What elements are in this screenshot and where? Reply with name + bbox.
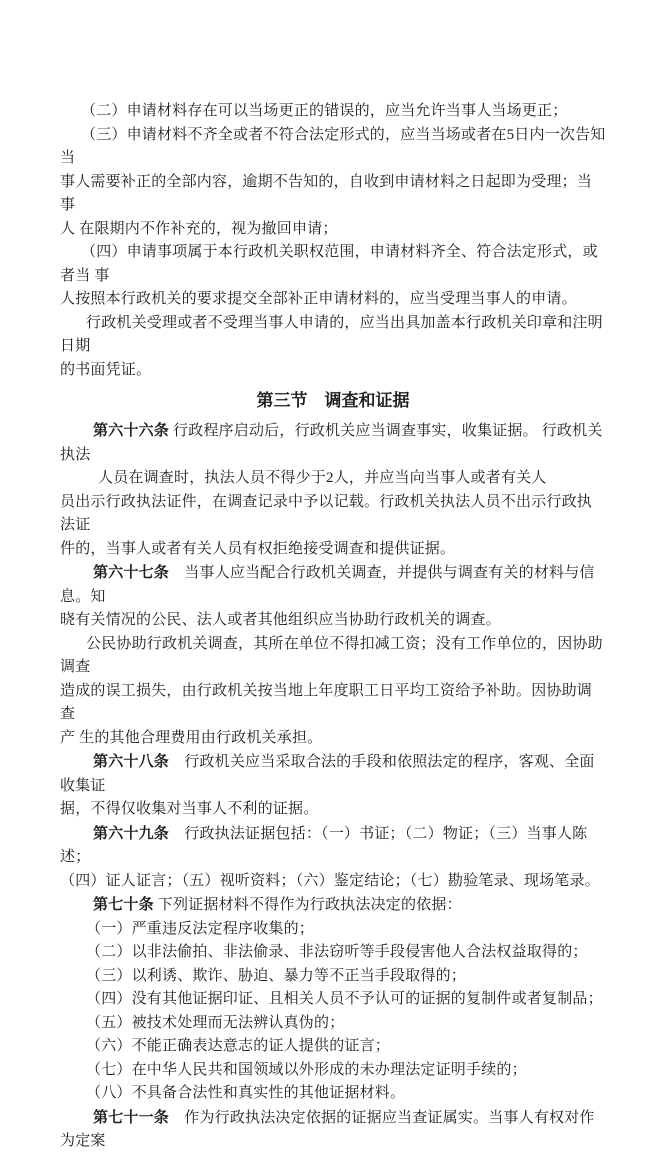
document-line bbox=[60, 609, 606, 633]
document-line bbox=[60, 870, 606, 894]
article-number: 第六十七条 bbox=[93, 563, 170, 581]
document-line bbox=[60, 822, 606, 870]
article-number: 第六十八条 bbox=[93, 752, 170, 770]
document-line bbox=[60, 124, 606, 171]
document-content bbox=[60, 100, 606, 1154]
text-segment: 员出示行政执法证件，在调查记录中予以记载。行政机关执法人员不出示行政执法证 bbox=[60, 493, 593, 533]
text-segment: 行政程序启动后，行政机关应当调查事实，收集证据。 行政机关执法 bbox=[60, 423, 603, 463]
document-line bbox=[60, 419, 606, 467]
document-line bbox=[60, 798, 606, 822]
document-line bbox=[60, 680, 606, 727]
document-line bbox=[60, 491, 606, 538]
text-segment: 人员在调查时，执法人员不得少于2人，并应当向当事人或者有关人 bbox=[98, 470, 547, 486]
section-heading bbox=[60, 388, 606, 414]
text-segment: 行政执法证据包括：（一）书证；（二）物证；（三）当事人陈述； bbox=[60, 825, 588, 865]
document-line bbox=[60, 893, 606, 918]
text-segment: 产 生的其他合理费用由行政机关承担。 bbox=[60, 729, 323, 746]
text-segment: （三）申请材料不齐全或者不符合法定形式的，应当当场或者在5日内一次告知当 bbox=[60, 126, 606, 166]
document-line bbox=[60, 941, 606, 965]
text-segment: （二）申请材料存在可以当场更正的错误的，应当允许当事人当场更正； bbox=[81, 103, 568, 119]
text-segment: （四）证人证言；（五）视听资料；（六）鉴定结论；（七）勘验笔录、现场笔录。 bbox=[60, 872, 600, 889]
document-line bbox=[60, 538, 606, 562]
text-segment: 事人需要补正的全部内容，逾期不告知的，自收到申请材料之日起即为受理；当事 bbox=[60, 173, 593, 213]
text-segment: （七）在中华人民共和国领域以外形成的未办理法定证明手续的； bbox=[86, 1061, 527, 1078]
text-segment: （三）以利诱、欺诈、胁迫、暴力等不正当手段取得的； bbox=[86, 967, 467, 984]
document-line bbox=[60, 1035, 606, 1059]
text-segment: （一）严重违反法定程序收集的； bbox=[86, 920, 315, 937]
document-line bbox=[60, 171, 606, 218]
document-line bbox=[60, 1059, 606, 1083]
article-number: 第六十六条 bbox=[93, 421, 170, 439]
document-line bbox=[60, 750, 606, 798]
text-segment: 晓有关情况的公民、法人或者其他组织应当协助行政机关的调查。 bbox=[60, 612, 501, 628]
article-number: 第七十一条 bbox=[93, 1107, 170, 1126]
text-segment: 行政机关应当采取合法的手段和依照法定的程序，客观、全面收集证 bbox=[60, 754, 595, 794]
document-line bbox=[60, 288, 606, 312]
text-segment: 作为行政执法决定依据的证据应当查证属实。当事人有权对作为定案 bbox=[60, 1109, 595, 1149]
document-line bbox=[60, 1106, 606, 1154]
text-segment: 行政机关受理或者不受理当事人申请的，应当出具加盖本行政机关印章和注明日期 bbox=[60, 314, 603, 354]
text-segment: （四）没有其他证据印证、且相关人员不予认可的证据的复制件或者复制品； bbox=[86, 991, 603, 1007]
article-number: 第七十条 bbox=[93, 895, 154, 913]
document-line bbox=[60, 918, 606, 942]
text-segment: 公民协助行政机关调查，其所在单位不得扣减工资；没有工作单位的，因协助调查 bbox=[60, 635, 603, 675]
text-segment: 人 在限期内不作补充的，视为撤回申请； bbox=[60, 220, 338, 237]
document-line bbox=[60, 727, 606, 751]
document-line bbox=[60, 561, 606, 609]
section-heading-text: 第三节 调查和证据 bbox=[256, 391, 410, 411]
article-number: 第六十九条 bbox=[93, 823, 170, 842]
text-segment: （二）以非法偷拍、非法偷录、非法窃听等手段侵害他人合法权益取得的； bbox=[86, 944, 588, 960]
document-line bbox=[60, 359, 606, 383]
document-line bbox=[60, 218, 606, 242]
text-segment: 造成的误工损失，由行政机关按当地上年度职工日平均工资给予补助。因协助调查 bbox=[60, 682, 593, 722]
text-segment: 下列证据材料不得作为行政执法决定的依据： bbox=[153, 897, 462, 913]
text-segment: （六）不能正确表达意志的证人提供的证言； bbox=[86, 1038, 391, 1054]
document-line bbox=[60, 988, 606, 1012]
document-line bbox=[60, 633, 606, 680]
text-segment: 人按照本行政机关的要求提交全部补正申请材料的，应当受理当事人的申请。 bbox=[60, 291, 577, 307]
text-segment: 件的，当事人或者有关人员有权拒绝接受调查和提供证据。 bbox=[60, 540, 456, 557]
text-segment: 的书面凭证。 bbox=[60, 361, 152, 378]
document-line bbox=[60, 965, 606, 989]
document-line bbox=[60, 241, 606, 288]
text-segment: （五）被技术处理而无法辨认真伪的； bbox=[86, 1014, 345, 1031]
text-segment: 据，不得仅收集对当事人不利的证据。 bbox=[60, 801, 319, 817]
document-line bbox=[60, 1082, 606, 1106]
document-line bbox=[60, 312, 606, 359]
document-line bbox=[60, 1012, 606, 1036]
document-line bbox=[60, 467, 606, 491]
text-segment: 当事人应当配合行政机关调查，并提供与调查有关的材料与信息。知 bbox=[60, 565, 595, 605]
document-line bbox=[60, 100, 606, 124]
text-segment: （四）申请事项属于本行政机关职权范围，申请材料齐全、符合法定形式，或者当 事 bbox=[60, 244, 598, 284]
text-segment: （八）不具备合法性和真实性的其他证据材料。 bbox=[86, 1085, 406, 1101]
